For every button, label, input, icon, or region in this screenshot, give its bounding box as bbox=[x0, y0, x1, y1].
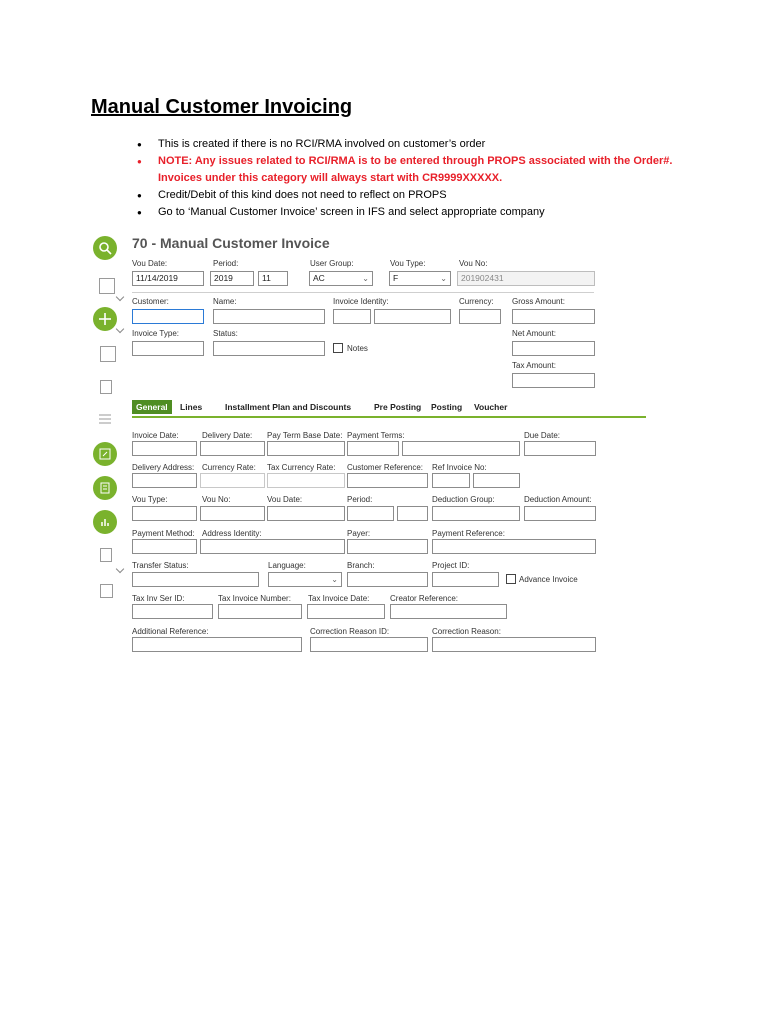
name-label: Name: bbox=[213, 297, 237, 306]
payment-terms-desc-field[interactable] bbox=[402, 441, 520, 456]
tax-invoice-date-input[interactable] bbox=[307, 604, 385, 619]
deduction-group-label: Deduction Group: bbox=[432, 495, 495, 504]
bullet-item: ● Credit/Debit of this kind does not need to reflect on PROPS bbox=[137, 187, 757, 204]
customer-reference-input[interactable] bbox=[347, 473, 428, 488]
gross-amount-field[interactable] bbox=[512, 309, 595, 324]
tax-invoice-number-input[interactable] bbox=[218, 604, 302, 619]
vou-no-field: 201902431 bbox=[457, 271, 595, 286]
deduction-amount-input[interactable] bbox=[524, 506, 596, 521]
header-divider bbox=[132, 292, 594, 293]
customer-reference-label: Customer Reference: bbox=[347, 463, 424, 472]
payment-terms-input[interactable] bbox=[347, 441, 399, 456]
address-identity-input[interactable] bbox=[200, 539, 345, 554]
note-icon[interactable] bbox=[100, 584, 113, 598]
tax-invoice-number-label: Tax Invoice Number: bbox=[218, 594, 291, 603]
tab-installment-plan[interactable]: Installment Plan and Discounts bbox=[225, 402, 352, 412]
currency-rate-field[interactable] bbox=[200, 473, 265, 488]
user-group-select[interactable] bbox=[309, 271, 373, 286]
payment-method-input[interactable] bbox=[132, 539, 197, 554]
chart-icon[interactable] bbox=[93, 510, 117, 534]
vou-type-value: F bbox=[393, 273, 399, 283]
ref-invoice-series-input[interactable] bbox=[473, 473, 520, 488]
invoice-type-label: Invoice Type: bbox=[132, 329, 179, 338]
correction-reason-label: Correction Reason: bbox=[432, 627, 501, 636]
ref-invoice-no-label: Ref Invoice No: bbox=[432, 463, 487, 472]
expand-icon[interactable] bbox=[116, 293, 124, 301]
invoice-type-input[interactable] bbox=[132, 341, 204, 356]
tax-amount-label: Tax Amount: bbox=[512, 361, 557, 370]
gen-period-month-input[interactable] bbox=[397, 506, 428, 521]
tab-voucher[interactable]: Voucher bbox=[474, 402, 508, 412]
gross-amount-label: Gross Amount: bbox=[512, 297, 565, 306]
notes-checkbox[interactable] bbox=[333, 343, 343, 353]
name-input[interactable] bbox=[213, 309, 325, 324]
document-icon[interactable] bbox=[99, 278, 115, 294]
tax-inv-ser-id-label: Tax Inv Ser ID: bbox=[132, 594, 185, 603]
tax-invoice-date-label: Tax Invoice Date: bbox=[308, 594, 370, 603]
currency-input[interactable] bbox=[459, 309, 501, 324]
search-icon[interactable] bbox=[93, 236, 117, 260]
gen-vou-date-input[interactable] bbox=[267, 506, 345, 521]
project-id-input[interactable] bbox=[432, 572, 499, 587]
delivery-address-input[interactable] bbox=[132, 473, 197, 488]
add-icon[interactable] bbox=[93, 307, 117, 331]
advance-invoice-label: Advance Invoice bbox=[519, 575, 578, 584]
gen-vou-no-input[interactable] bbox=[200, 506, 265, 521]
bullet-note: ● NOTE: Any issues related to RCI/RMA is to be entered through PROPS associated with the Order#. bbox=[137, 153, 757, 170]
vou-no-label: Vou No: bbox=[459, 259, 488, 268]
delivery-date-input[interactable] bbox=[200, 441, 265, 456]
ref-invoice-no-input[interactable] bbox=[432, 473, 470, 488]
payment-method-label: Payment Method: bbox=[132, 529, 195, 538]
correction-reason-input[interactable] bbox=[432, 637, 596, 652]
advance-invoice-checkbox[interactable] bbox=[506, 574, 516, 584]
tab-posting[interactable]: Posting bbox=[431, 402, 463, 412]
branch-input[interactable] bbox=[347, 572, 428, 587]
language-select[interactable] bbox=[268, 572, 342, 587]
chevron-down-icon: ⌄ bbox=[362, 274, 369, 283]
customer-input[interactable] bbox=[132, 309, 204, 324]
list-icon[interactable] bbox=[98, 412, 112, 431]
document-title: Manual Customer Invoicing bbox=[91, 96, 353, 118]
deduction-amount-label: Deduction Amount: bbox=[524, 495, 592, 504]
currency-rate-label: Currency Rate: bbox=[202, 463, 256, 472]
tax-currency-rate-field[interactable] bbox=[267, 473, 345, 488]
pay-term-base-date-input[interactable] bbox=[267, 441, 345, 456]
invoice-date-input[interactable] bbox=[132, 441, 197, 456]
tax-inv-ser-id-input[interactable] bbox=[132, 604, 213, 619]
bullet-note-continuation: Invoices under this category will always start with CR9999XXXXX. bbox=[158, 172, 503, 184]
address-identity-label: Address Identity: bbox=[202, 529, 262, 538]
export-icon[interactable] bbox=[93, 442, 117, 466]
user-group-label: User Group: bbox=[310, 259, 354, 268]
invoice-identity-input[interactable] bbox=[333, 309, 371, 324]
settings-icon[interactable] bbox=[100, 548, 112, 562]
period-month-field[interactable]: 11 bbox=[258, 271, 288, 286]
report-icon[interactable] bbox=[93, 476, 117, 500]
period-year-field[interactable]: 2019 bbox=[210, 271, 254, 286]
gen-vou-type-input[interactable] bbox=[132, 506, 197, 521]
invoice-identity-name-input[interactable] bbox=[374, 309, 451, 324]
payer-label: Payer: bbox=[347, 529, 371, 538]
creator-reference-label: Creator Reference: bbox=[390, 594, 459, 603]
currency-label: Currency: bbox=[459, 297, 494, 306]
additional-reference-input[interactable] bbox=[132, 637, 302, 652]
vou-type-label: Vou Type: bbox=[390, 259, 426, 268]
instruction-list bbox=[137, 136, 757, 221]
language-label: Language: bbox=[268, 561, 306, 570]
chevron-down-icon: ⌄ bbox=[440, 274, 447, 283]
expand-icon[interactable] bbox=[116, 325, 124, 333]
status-field[interactable] bbox=[213, 341, 325, 356]
period-label: Period: bbox=[213, 259, 239, 268]
expand-icon[interactable] bbox=[116, 565, 124, 573]
net-amount-field[interactable] bbox=[512, 341, 595, 356]
status-label: Status: bbox=[213, 329, 238, 338]
branch-label: Branch: bbox=[347, 561, 375, 570]
vou-type-select[interactable] bbox=[389, 271, 451, 286]
tab-bar bbox=[132, 400, 646, 418]
delivery-date-label: Delivery Date: bbox=[202, 431, 253, 440]
project-id-label: Project ID: bbox=[432, 561, 470, 570]
creator-reference-input[interactable] bbox=[390, 604, 507, 619]
net-amount-label: Net Amount: bbox=[512, 329, 557, 338]
due-date-input[interactable] bbox=[524, 441, 596, 456]
invoice-identity-label: Invoice Identity: bbox=[333, 297, 389, 306]
tax-currency-rate-label: Tax Currency Rate: bbox=[267, 463, 336, 472]
user-group-value: AC bbox=[313, 273, 325, 283]
gen-period-label: Period: bbox=[347, 495, 373, 504]
transfer-status-label: Transfer Status: bbox=[132, 561, 189, 570]
customer-label: Customer: bbox=[132, 297, 169, 306]
payment-reference-input[interactable] bbox=[432, 539, 596, 554]
tax-amount-field[interactable] bbox=[512, 373, 595, 388]
trash-icon[interactable] bbox=[100, 380, 112, 394]
gen-vou-no-label: Vou No: bbox=[202, 495, 231, 504]
bullet-item: ● This is created if there is no RCI/RMA involved on customer’s order bbox=[137, 136, 757, 153]
notes-label: Notes bbox=[347, 344, 368, 353]
tab-general[interactable]: General bbox=[132, 400, 172, 414]
payment-reference-label: Payment Reference: bbox=[432, 529, 505, 538]
vou-date-label: Vou Date: bbox=[132, 259, 168, 268]
due-date-label: Due Date: bbox=[524, 431, 561, 440]
delivery-address-label: Delivery Address: bbox=[132, 463, 195, 472]
duplicate-icon[interactable] bbox=[100, 346, 116, 362]
gen-period-year-input[interactable] bbox=[347, 506, 394, 521]
deduction-group-input[interactable] bbox=[432, 506, 520, 521]
correction-reason-id-input[interactable] bbox=[310, 637, 428, 652]
chevron-down-icon: ⌄ bbox=[331, 575, 338, 584]
tab-pre-posting[interactable]: Pre Posting bbox=[374, 402, 422, 412]
pay-term-base-date-label: Pay Term Base Date: bbox=[267, 431, 343, 440]
gen-vou-type-label: Vou Type: bbox=[132, 495, 168, 504]
additional-reference-label: Additional Reference: bbox=[132, 627, 209, 636]
transfer-status-field[interactable] bbox=[132, 572, 259, 587]
correction-reason-id-label: Correction Reason ID: bbox=[310, 627, 390, 636]
gen-vou-date-label: Vou Date: bbox=[267, 495, 303, 504]
payer-input[interactable] bbox=[347, 539, 428, 554]
vou-date-field[interactable]: 11/14/2019 bbox=[132, 271, 204, 286]
payment-terms-label: Payment Terms: bbox=[347, 431, 405, 440]
tab-lines[interactable]: Lines bbox=[180, 402, 203, 412]
invoice-date-label: Invoice Date: bbox=[132, 431, 179, 440]
bullet-item: ● Go to ‘Manual Customer Invoice’ screen in IFS and select appropriate company bbox=[137, 204, 757, 221]
form-title: 70 - Manual Customer Invoice bbox=[132, 235, 330, 251]
